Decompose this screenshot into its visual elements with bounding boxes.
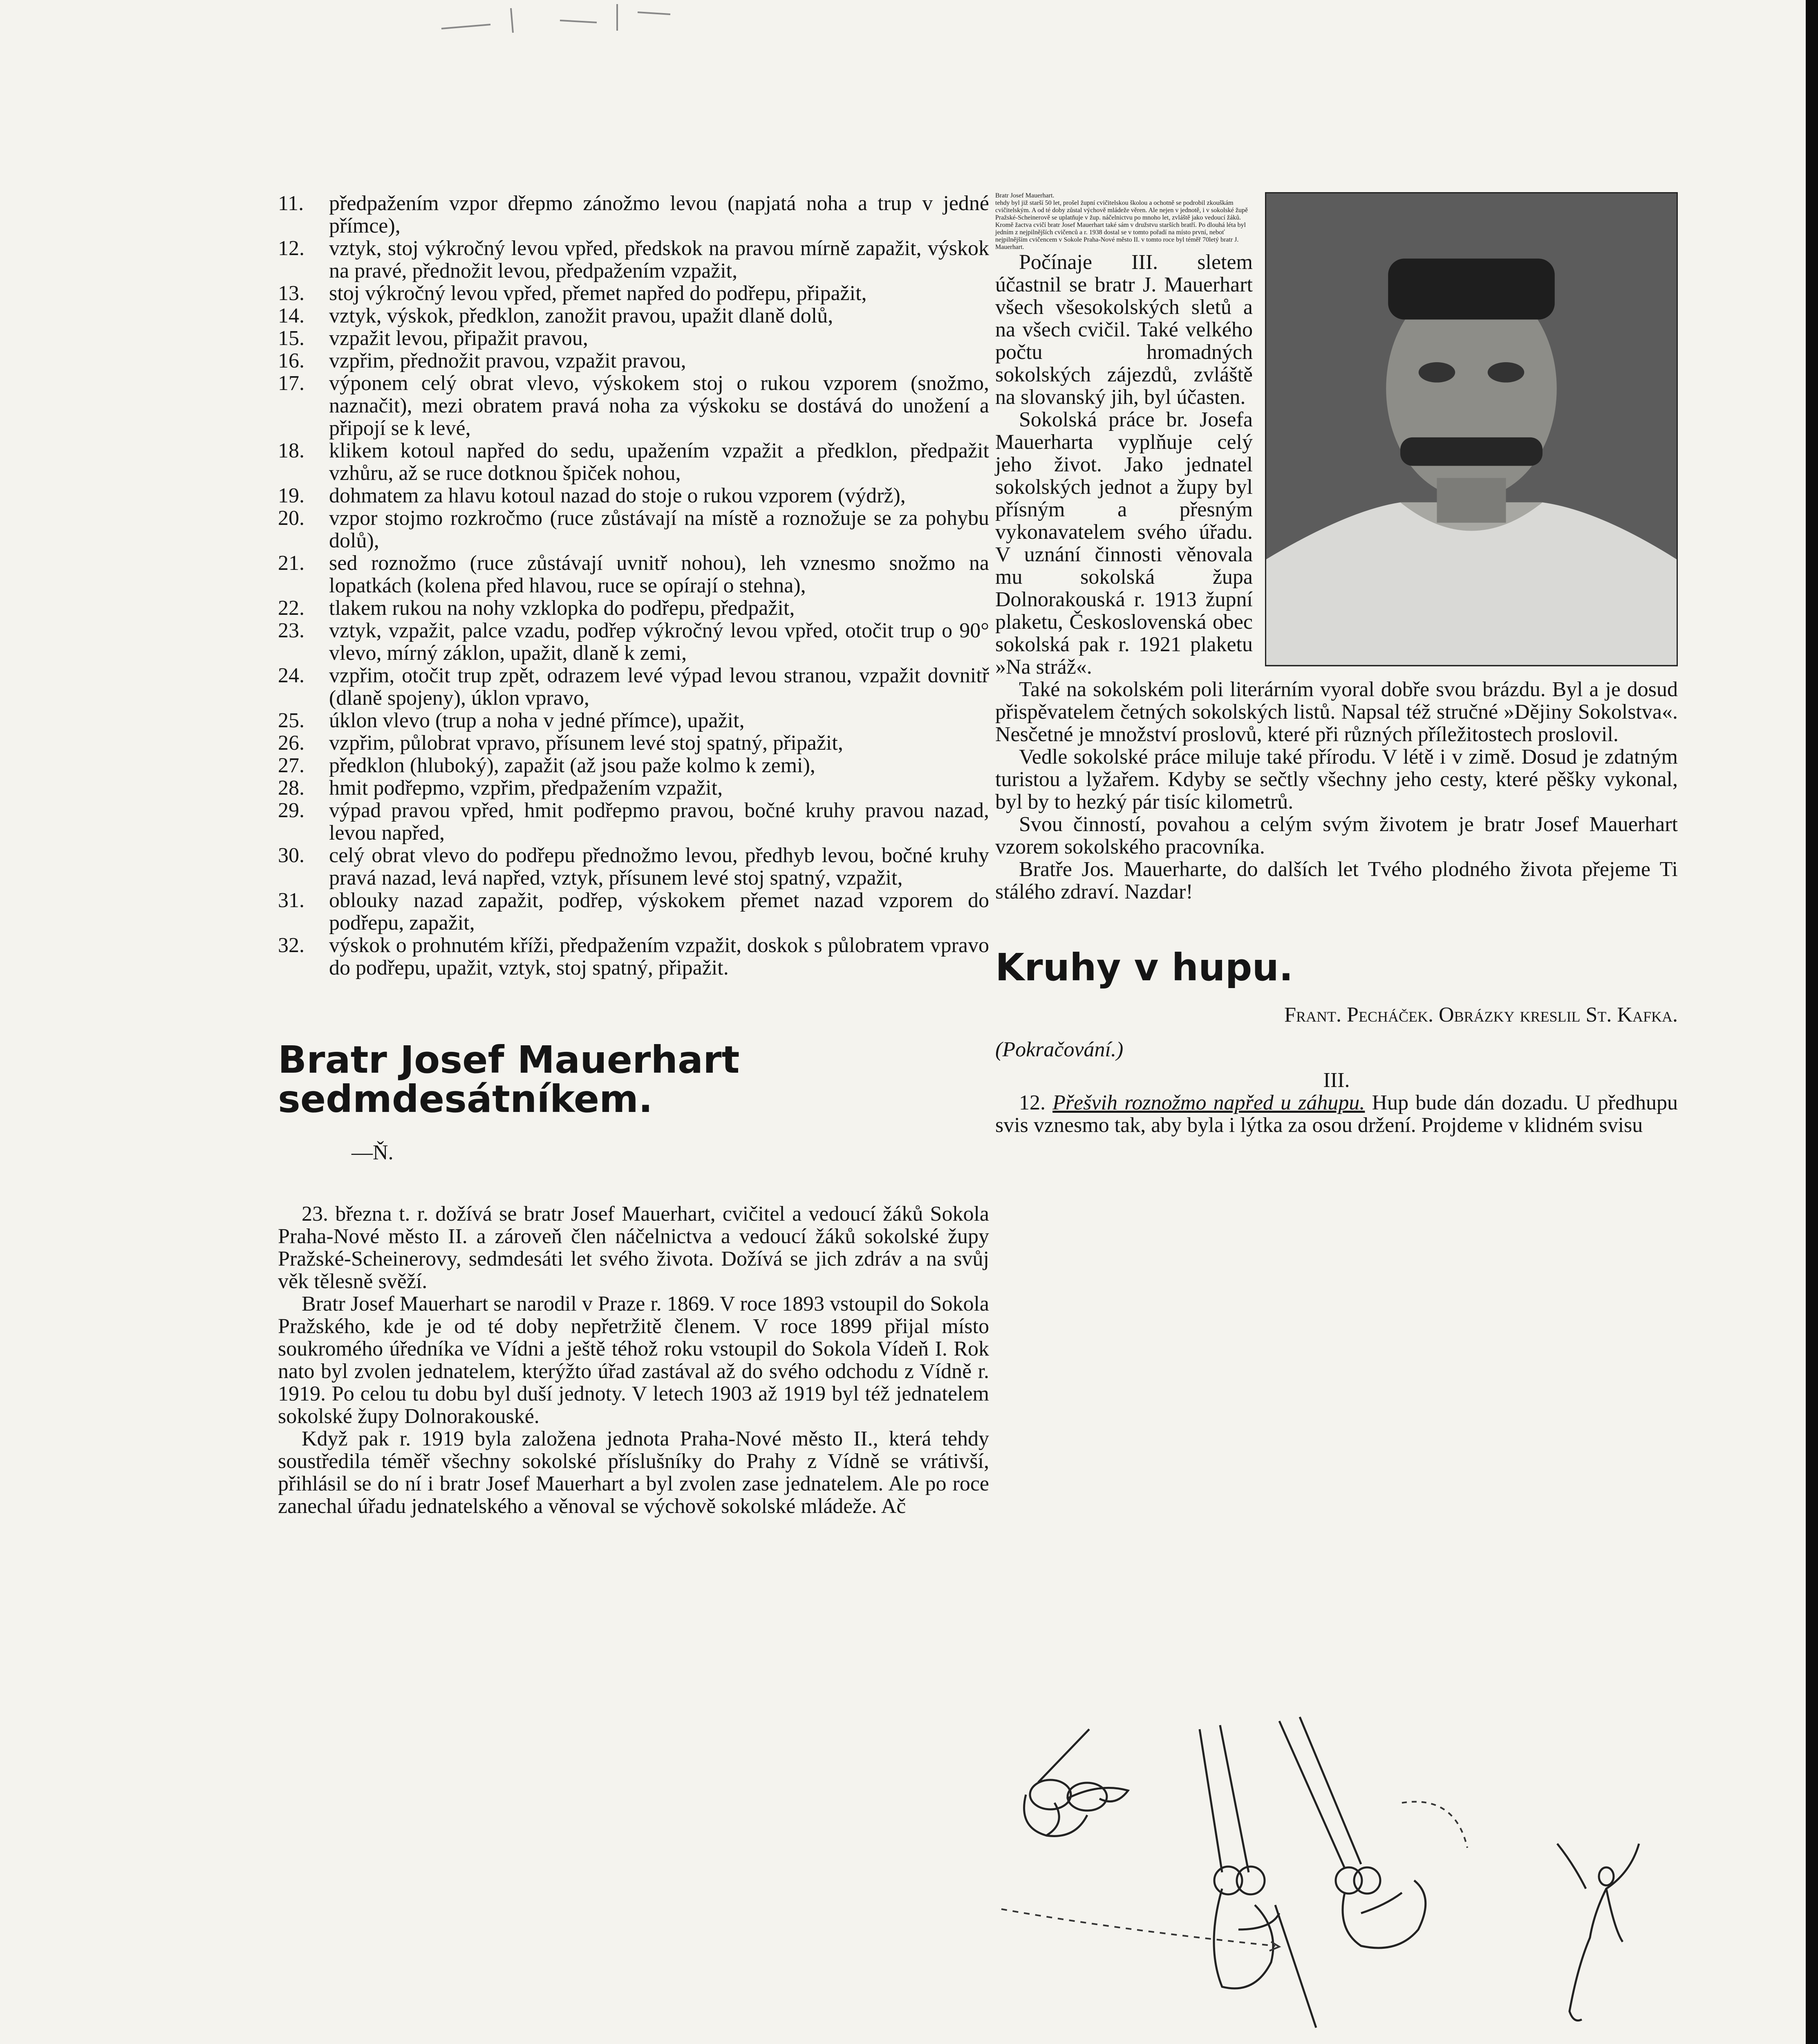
article2-item [995, 1091, 1678, 1136]
drill-item [278, 484, 989, 507]
drill-item-text: vztyk, vzpažit, palce vzadu, podřep výkročný levou vpřed, otočit trup o 90° vlevo, mírný záklon, upažit, dlaně k zemi, [329, 619, 989, 665]
drill-item-text: tlakem rukou na nohy vzklopka do podřepu, předpažit, [329, 596, 795, 620]
item-text: Hup bude dán dozadu. U předhupu svis vznesmo tak, aby byla i lýtka za osou držení. Projdeme v klidném svisu [995, 1091, 1678, 1137]
drill-item [278, 844, 989, 889]
drill-item-number: 15. [278, 327, 304, 350]
article2-section: III. [1323, 1069, 1350, 1092]
drill-item-text: klikem kotoul napřed do sedu, upažením vzpažit a předklon, předpažit vzhůru, až se ruce dotknou špiček nohou, [329, 439, 989, 485]
scan-edge [1806, 0, 1818, 2044]
drill-item [278, 237, 989, 282]
article-paragraph: Také na sokolském poli literárním vyoral dobře svou brázdu. Byl a je dosud přispěvatelem četných sokolských listů. Napsal též stručné »Dějiny Sokolstva«. Nesčetné je množství proslovů, které při různých příležitostech proslovil. [995, 678, 1678, 746]
item-number: 12. [1019, 1091, 1046, 1114]
drill-item-number: 32. [278, 934, 304, 957]
portrait-caption: Bratr Josef Mauerhart. [995, 192, 1055, 199]
drill-item-text: hmit podřepmo, vzpřim, předpažením vzpažit, [329, 776, 723, 800]
drill-item-text: vzpřim, přednožit pravou, vzpažit pravou, [329, 349, 686, 372]
item-title: Přešvih roznožmo napřed u záhupu. [1052, 1091, 1365, 1114]
drill-item [278, 799, 989, 844]
article-paragraph: tehdy byl již starší 50 let, prošel župní cvičitelskou školou a ochotně se podrobil zkouškám cvičitelským. A od té doby zůstal výchově mládeže věren. Ale nejen v jednotě, i v sokolské župě Pražské-Scheinerově se uplatňuje v žup. náčelnictvu po mnoho let, zvláště jako vedoucí žáků. Kromě žactva cvičí bratr Josef Mauerhart také sám v družstvu starších bratří. Po dlouhá léta byl jedním z nejpilnějších cvičenců a r. 1938 dostal se v tomto pořadí na místo první, neboť nejpilnějším cvičencem v Sokole Praha-Nové město II. v tomto roce byl téměř 70letý bratr J. Mauerhart. [995, 199, 1248, 251]
drill-item-number: 11. [278, 192, 304, 215]
drill-list [278, 192, 989, 979]
drill-item-text: vzpažit levou, připažit pravou, [329, 327, 588, 350]
drill-item-number: 22. [278, 596, 304, 620]
drill-item-number: 24. [278, 664, 304, 687]
drill-item [278, 192, 989, 237]
article-author: —Ň. [352, 1141, 394, 1164]
drill-item-number: 23. [278, 619, 304, 642]
article2-byline: Frant. Pecháček. Obrázky kreslil St. Kafka. [1284, 1003, 1678, 1026]
drill-item [278, 619, 989, 664]
drill-item-text: výpad pravou vpřed, hmit podřepmo pravou, bočné kruhy pravou nazad, levou napřed, [329, 799, 989, 845]
article-headline [278, 1040, 989, 1119]
drill-item [278, 552, 989, 597]
drill-item [278, 350, 989, 372]
drill-item-number: 18. [278, 439, 304, 462]
article2-continued: (Pokračování.) [995, 1038, 1124, 1061]
drill-item-number: 12. [278, 237, 304, 260]
drill-item-text: sed roznožmo (ruce zůstávají uvnitř nohou), leh vznesmo snožmo na lopatkách (kolena před hlavou, ruce se opírají o stehna), [329, 551, 989, 597]
drill-item [278, 327, 989, 350]
drill-item-number: 31. [278, 889, 304, 912]
drill-item-text: vzpřim, půlobrat vpravo, přísunem levé stoj spatný, připažit, [329, 731, 843, 755]
scan-artifact [425, 0, 768, 37]
drill-item-text: úklon vlevo (trup a noha v jedné přímce), upažit, [329, 709, 745, 732]
drill-item [278, 597, 989, 619]
drill-item [278, 777, 989, 799]
article-paragraph: Počínaje III. sletem účastnil se bratr J. Mauerhart všech všesokolských sletů a na všech cvičil. Také velkého počtu hromadných sokolských zájezdů, zvláště na slovanský jih, byl účasten. [995, 251, 1253, 409]
drill-item [278, 372, 989, 439]
article-paragraph: 23. března t. r. dožívá se bratr Josef Mauerhart, cvičitel a vedoucí žáků Sokola Praha-Nové město II. a zároveň člen náčelnictva a vedoucí žáků sokolské župy Pražské-Scheinerovy, sedmdesáti let svého života. Dožívá se jich zdráv a na svůj věk tělesně svěží. [278, 1202, 989, 1293]
article-paragraph: Vedle sokolské práce miluje také přírodu. V létě i v zimě. Dosud je zdatným turistou a lyžařem. Kdyby se sečtly všechny jeho cesty, které pěšky vykonal, byl by to hezký pár tisíc kilometrů. [995, 745, 1678, 814]
article-paragraph: Když pak r. 1919 byla založena jednota Praha-Nové město II., která tehdy soustředila téměř všechny sokolské příslušníky do Prahy z Vídně se vrátivší, přihlásil se do ní i bratr Josef Mauerhart a byl zvolen zase jednatelem. Ale po roce zanechal úřadu jednatelského a věnoval se výchově sokolské mládeže. Ač [278, 1427, 989, 1518]
drill-item-number: 25. [278, 709, 304, 732]
drill-item-number: 14. [278, 304, 304, 327]
drill-item-text: oblouky nazad zapažit, podřep, výskokem přemet nazad vzporem do podřepu, zapažit, [329, 889, 989, 935]
right-column [995, 192, 1678, 1136]
article-paragraph: Bratr Josef Mauerhart se narodil v Praze r. 1869. V roce 1893 vstoupil do Sokola Pražského, kde je od té doby nepřetržitě členem. V roce 1899 přijal místo soukromého úředníka ve Vídni a ještě téhož roku vstoupil do Sokola Vídeň I. Rok nato byl zvolen jednatelem, kterýžto úřad zastával až do svého odchodu z Vídně r. 1919. Po celou tu dobu byl duší jednoty. V letech 1903 až 1919 byl též jednatelem sokolské župy Dolnorakouské. [278, 1292, 989, 1428]
article-body-left [278, 1203, 989, 1517]
portrait-photo [1265, 192, 1678, 666]
article-paragraph: Sokolská práce br. Josefa Mauerharta vyplňuje celý jeho život. Jako jednatel sokolských jednot a župy byl přísným a přesným vykonavatelem svého úřadu. V uznání činnosti věnovala mu sokolská župa Dolnorakouská r. 1913 župní plaketu, Československá obec sokolská pak r. 1921 plaketu »Na stráž«. [995, 408, 1253, 679]
drill-item-number: 19. [278, 484, 304, 507]
drill-item [278, 282, 989, 305]
drill-item-number: 13. [278, 282, 304, 305]
drill-item-text: výskok o prohnutém kříži, předpažením vzpažit, doskok s půlobratem vpravo do podřepu, upažit, vztyk, stoj spatný, připažit. [329, 934, 989, 979]
article-paragraph: Svou činností, povahou a celým svým životem je bratr Josef Mauerhart vzorem sokolského pracovníka. [995, 813, 1678, 858]
article-paragraph: Bratře Jos. Mauerharte, do dalších let Tvého plodného života přejeme Ti stálého zdraví. Nazdar! [995, 858, 1678, 903]
drill-item [278, 439, 989, 484]
drill-item [278, 664, 989, 709]
headline-line-1: Bratr Josef Mauerhart [278, 1038, 740, 1082]
drill-item-number: 20. [278, 507, 304, 530]
drill-item [278, 934, 989, 979]
drill-item-number: 30. [278, 844, 304, 867]
drill-item [278, 305, 989, 327]
drill-item [278, 732, 989, 754]
drill-item-text: vztyk, výskok, předklon, zanožit pravou, upažit dlaně dolů, [329, 304, 833, 327]
drill-item-number: 21. [278, 551, 304, 575]
drill-item [278, 507, 989, 552]
headline-line-2: sedmdesátníkem. [278, 1077, 653, 1121]
drill-item-text: předpažením vzpor dřepmo zánožmo levou (napjatá noha a trup v jedné přímce), [329, 192, 989, 238]
drill-item-number: 26. [278, 731, 304, 755]
drill-item [278, 754, 989, 777]
portrait-figure [1265, 192, 1678, 666]
drill-item-text: předklon (hluboký), zapažit (až jsou paže kolmo k zemi), [329, 754, 815, 777]
drill-item-number: 16. [278, 349, 304, 372]
left-column [278, 192, 989, 1517]
drill-item-text: vzpřim, otočit trup zpět, odrazem levé výpad levou stranou, vzpažit dovnitř (dlaně spojeny), úklon vpravo, [329, 664, 989, 710]
drill-item-text: stoj výkročný levou vpřed, přemet napřed do podřepu, připažit, [329, 282, 867, 305]
drill-item-number: 28. [278, 776, 304, 800]
drill-item [278, 709, 989, 732]
article2-headline: Kruhy v hupu. [995, 946, 1293, 989]
drill-item [278, 889, 989, 934]
drill-item-text: výponem celý obrat vlevo, výskokem stoj o rukou vzporem (snožmo, naznačit), mezi obratem pravá noha za výskoku se dostává do unožení a připojí se k levé, [329, 372, 989, 440]
drill-item-number: 27. [278, 754, 304, 777]
drill-item-number: 29. [278, 799, 304, 822]
drill-item-text: vztyk, stoj výkročný levou vpřed, předskok na pravou mírně zapažit, výskok na pravé, přednožit levou, předpažením vzpažit, [329, 237, 989, 282]
drill-item-text: celý obrat vlevo do podřepu přednožmo levou, předhyb levou, bočné kruhy pravá nazad, levá napřed, vztyk, přísunem levé stoj spatný, vzpažit, [329, 844, 989, 890]
drill-item-text: dohmatem za hlavu kotoul nazad do stoje o rukou vzporem (výdrž), [329, 484, 906, 507]
rings-gymnastics-illustration [993, 1701, 1692, 2036]
drill-item-text: vzpor stojmo rozkročmo (ruce zůstávají na místě a roznožuje se za pohybu dolů), [329, 507, 989, 552]
drill-item-number: 17. [278, 372, 304, 395]
